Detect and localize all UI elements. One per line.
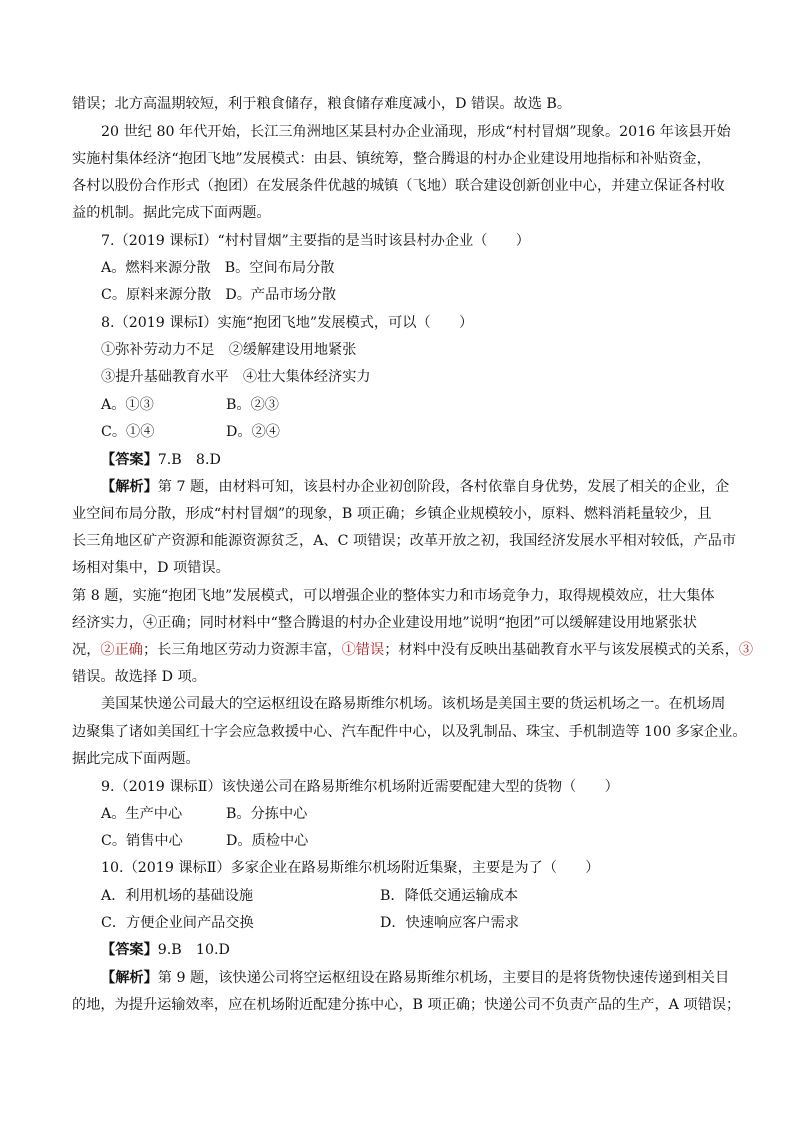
- question-8-option-b: B。②③: [226, 397, 279, 413]
- explanation-1-line-1: [101, 477, 728, 497]
- question-10-option-b: B．降低交通运输成本: [380, 888, 519, 904]
- explanation-1-line-4: 场相对集中，D 项错误。: [72, 560, 230, 576]
- question-10-option-c: C．方便企业间产品交换: [101, 915, 254, 931]
- text-segment: ；材料中没有反映出基础教育水平与该发展模式的关系，: [384, 642, 739, 658]
- question-9-option-d: D。质检中心: [226, 833, 309, 849]
- question-9-stem: 9.（2019 课标Ⅱ）该快递公司在路易斯维尔机场附近需要配建大型的货物（ ）: [101, 779, 619, 795]
- question-9-option-b: B。分拣中心: [226, 806, 308, 822]
- question-10-stem: 10.（2019 课标Ⅱ）多家企业在路易斯维尔机场附近集聚，主要是为了（ ）: [101, 860, 600, 876]
- explanation-1-line-5: 第 8 题，实施“抱团飞地”发展模式，可以增强企业的整体实力和市场竞争力，取得规模效应，壮大集体: [72, 588, 715, 604]
- question-9-option-c: C。销售中心: [101, 833, 183, 849]
- material-2-line-1: 美国某快递公司最大的空运枢纽设在路易斯维尔机场。该机场是美国主要的货运机场之一。在机场周: [101, 696, 726, 712]
- text-segment: ；长三角地区劳动力资源丰富，: [142, 642, 342, 658]
- highlight-wrong: ①错误: [341, 642, 385, 658]
- material-1-line-3: 各村以股份合作形式（抱团）在发展条件优越的城镇（飞地）联合建设创新创业中心，并建立保证各村收: [72, 178, 725, 194]
- answer-tag: 【答案】: [101, 452, 158, 468]
- question-8-statements-2: ③提升基础教育水平 ④壮大集体经济实力: [101, 369, 371, 385]
- question-8-stem: 8.（2019 课标Ⅰ）实施“抱团飞地”发展模式，可以（ ）: [101, 315, 474, 331]
- highlight-correct: ②正确: [100, 642, 143, 658]
- answer-text: 7.B 8.D: [157, 452, 221, 468]
- explanation-text: 第 9 题，该快递公司将空运枢纽设在路易斯维尔机场，主要目的是将货物快速传递到相关目: [157, 970, 730, 986]
- material-1-line-2: 实施村集体经济“抱团飞地”发展模式：由县、镇统筹，整合腾退的村办企业建设用地指标和补贴资金，: [72, 151, 711, 167]
- question-7-stem: 7.（2019 课标Ⅰ）“村村冒烟”主要指的是当时该县村办企业（ ）: [101, 233, 530, 249]
- material-1-line-1: 20 世纪 80 年代开始，长江三角洲地区某县村办企业涌现，形成“村村冒烟”现象。2016 年该县开始: [101, 124, 731, 140]
- explanation-2-line-2: 的地，为提升运输效率，应在机场附近配建分拣中心，B 项正确；快递公司不负责产品的生产，A 项错误；: [72, 997, 741, 1013]
- answer-9-10: [101, 940, 728, 960]
- explanation-1-line-2: 业空间布局分散，形成“村村冒烟”的现象，B 项正确；乡镇企业规模较小，原料、燃料消耗量较少，且: [72, 506, 712, 522]
- explanation-1-line-7: [72, 640, 754, 660]
- explanation-text: 第 7 题，由材料可知，该县村办企业初创阶段，各村依靠自身优势，发展了相关的企业，企: [157, 479, 730, 495]
- explanation-tag: 【解析】: [101, 479, 158, 495]
- explanation-2-line-1: [101, 968, 728, 988]
- material-1-line-4: 益的机制。据此完成下面两题。: [72, 205, 271, 221]
- question-7-options-row-2: C。原料来源分散 D。产品市场分散: [101, 287, 337, 303]
- question-8-option-c: C。①④: [101, 424, 155, 440]
- question-8-option-a: A。①③: [101, 397, 154, 413]
- explanation-1-line-6: 经济实力，④正确；同时材料中“整合腾退的村办企业建设用地”说明“抱团”可以缓解建设用地紧张状: [72, 615, 697, 631]
- question-7-options-row-1: A。燃料来源分散 B。空间布局分散: [101, 260, 335, 276]
- text-segment: 况，: [72, 642, 101, 658]
- material-2-line-3: 据此完成下面两题。: [72, 751, 200, 767]
- highlight-marker: ③: [738, 642, 754, 658]
- answer-tag: 【答案】: [101, 942, 158, 958]
- explanation-1-line-8: 错误。故选择 D 项。: [72, 669, 206, 685]
- explanation-tag: 【解析】: [101, 970, 158, 986]
- question-10-option-a: A．利用机场的基础设施: [101, 888, 254, 904]
- question-9-option-a: A。生产中心: [101, 806, 183, 822]
- question-8-option-d: D。②④: [226, 424, 280, 440]
- material-2-line-2: 边聚集了诸如美国红十字会应急救援中心、汽车配件中心，以及乳制品、珠宝、手机制造等 100 多家企业。: [72, 724, 747, 740]
- answer-text: 9.B 10.D: [157, 942, 230, 958]
- paragraph-continuation: 错误；北方高温期较短，利于粮食储存，粮食储存难度减小，D 错误。故选 B。: [72, 96, 572, 112]
- question-10-option-d: D．快速响应客户需求: [380, 915, 520, 931]
- explanation-1-line-3: 长三角地区矿产资源和能源资源贫乏，A、C 项错误；改革开放之初，我国经济发展水平相对较低，产品市: [72, 533, 737, 549]
- answer-7-8: [101, 450, 728, 470]
- question-8-statements-1: ①弥补劳动力不足 ②缓解建设用地紧张: [101, 342, 357, 358]
